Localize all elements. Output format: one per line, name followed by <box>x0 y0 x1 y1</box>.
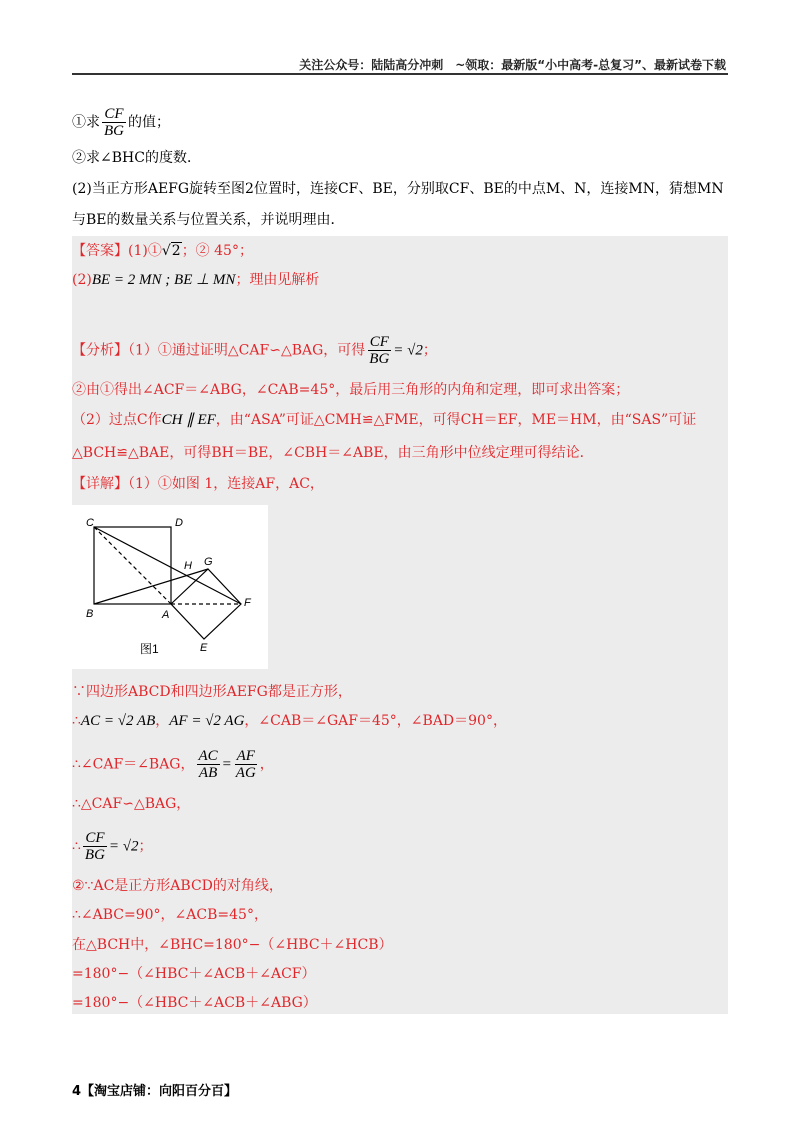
fraction <box>234 748 258 781</box>
math-expression: BE = 2 MN ; BE ⊥ MN <box>91 272 236 288</box>
radicand: 2 <box>171 243 181 259</box>
question-text: ①求 <box>72 114 100 131</box>
detail-text: （1）①如图 1，连接AF，AC， <box>128 476 324 492</box>
point-label-h: H <box>184 560 192 572</box>
answer-text: ；② 45°； <box>181 243 253 259</box>
point-label-g: G <box>204 556 213 568</box>
math-expression: AC = √2 AB <box>80 713 156 729</box>
analysis-line-3 <box>72 411 696 429</box>
detail-text: ， <box>259 756 274 773</box>
figure-svg <box>72 505 268 669</box>
geometry-figure <box>72 505 268 669</box>
analysis-text: ，由“ASA”可证△CMH≌△FME，可得CH＝EF，ME＝HM，由“SAS”可证 <box>215 412 697 428</box>
question-line-3: (2)当正方形AEFG旋转至图2位置时，连接CF、BE，分别取CF、BE的中点M、N，连接MN，猜想MN <box>72 181 724 197</box>
math-expression: CH ∥ EF <box>161 412 216 428</box>
analysis-text: （1）①通过证明△CAF∽△BAG，可得 <box>128 342 366 359</box>
fraction <box>197 748 220 781</box>
detail-line-7: ∴∠ABC=90°，∠ACB=45°， <box>72 907 268 923</box>
analysis-text: （2）过点C作 <box>72 412 162 428</box>
numerator: CF <box>369 334 389 350</box>
analysis-label: 【分析】 <box>72 342 128 359</box>
answer-text: ；理由见解析 <box>235 272 320 288</box>
point-label-d: D <box>175 517 183 529</box>
analysis-line-1 <box>72 334 437 367</box>
denominator: BG <box>84 847 105 863</box>
fraction <box>367 334 391 367</box>
denominator: AB <box>198 765 218 781</box>
answer-label: 【答案】 <box>72 243 128 259</box>
detail-text: ； <box>138 838 153 855</box>
segment-cf <box>94 527 241 604</box>
math-expression: = √2 <box>393 342 423 359</box>
detail-text: ， <box>155 713 170 729</box>
detail-text: ∴∠CAF＝∠BAG， <box>72 756 195 773</box>
point-label-c: C <box>86 517 94 529</box>
detail-line-6: ②∵AC是正方形ABCD的对角线， <box>72 878 283 894</box>
sqrt-expression: √2 <box>161 243 181 259</box>
analysis-line-2: ②由①得出∠ACF＝∠ABG，∠CAB=45°，最后用三角形的内角和定理，即可求出答案； <box>72 382 630 398</box>
question-line-4: 与BE的数量关系与位置关系，并说明理由． <box>72 212 345 228</box>
point-label-f: F <box>244 597 251 609</box>
answer-text: (2) <box>72 272 92 288</box>
page-footer: 4【淘宝店铺：向阳百分百】 <box>72 1084 238 1099</box>
question-line-2: ②求∠BHC的度数． <box>72 150 201 166</box>
detail-line-2 <box>72 712 507 730</box>
numerator: CF <box>104 106 124 122</box>
question-line-1 <box>72 106 170 139</box>
answer-line-1 <box>72 242 253 260</box>
denominator: AG <box>235 765 256 781</box>
detail-text: ，∠CAB＝∠GAF＝45°，∠BAD＝90°， <box>244 713 507 729</box>
fraction <box>83 830 107 863</box>
header-divider <box>72 73 728 75</box>
detail-text: ∴ <box>72 713 81 729</box>
numerator: AF <box>236 748 255 764</box>
math-expression: = √2 <box>108 838 139 855</box>
detail-text: ∴ <box>72 838 81 855</box>
fraction <box>102 106 126 139</box>
analysis-line-4: △BCH≌△BAE，可得BH＝BE，∠CBH＝∠ABE，由三角形中位线定理可得结论． <box>72 445 594 461</box>
numerator: AC <box>198 748 218 764</box>
denominator: BG <box>104 123 124 139</box>
page-header: 关注公众号：陆陆高分冲刺 ~领取：最新版“小中高考-总复习”、最新试卷下载 <box>299 58 726 72</box>
answer-line-2 <box>72 271 319 289</box>
analysis-text: ； <box>422 342 437 359</box>
detail-line-intro <box>72 475 324 493</box>
question-text: 的值； <box>128 114 170 131</box>
detail-line-10: =180°−（∠HBC＋∠ACB＋∠ABG） <box>72 995 317 1011</box>
answer-text: (1)① <box>128 243 162 259</box>
detail-line-5 <box>72 830 153 863</box>
numerator: CF <box>85 830 105 846</box>
denominator: BG <box>369 351 390 367</box>
detail-line-3: ∴∠CAF＝∠BAG， $\frac{AC}{AB}$ = $\frac{AF}{AG}$ ， <box>72 748 274 781</box>
detail-line-9: =180°−（∠HBC＋∠ACB＋∠ACF） <box>72 966 316 982</box>
detail-line-1: ∵四边形ABCD和四边形AEFG都是正方形， <box>72 684 352 700</box>
math-expression: AF = √2 AG <box>169 713 245 729</box>
detail-label: 【详解】 <box>72 476 128 492</box>
point-label-e: E <box>200 642 208 654</box>
figure-caption: 图1 <box>140 642 159 656</box>
detail-line-4: ∴△CAF∽△BAG， <box>72 796 191 812</box>
point-label-a: A <box>162 609 170 621</box>
point-label-b: B <box>86 608 94 620</box>
detail-line-8: 在△BCH中，∠BHC=180°−（∠HBC＋∠HCB） <box>72 937 393 953</box>
segment-bg <box>94 569 208 604</box>
